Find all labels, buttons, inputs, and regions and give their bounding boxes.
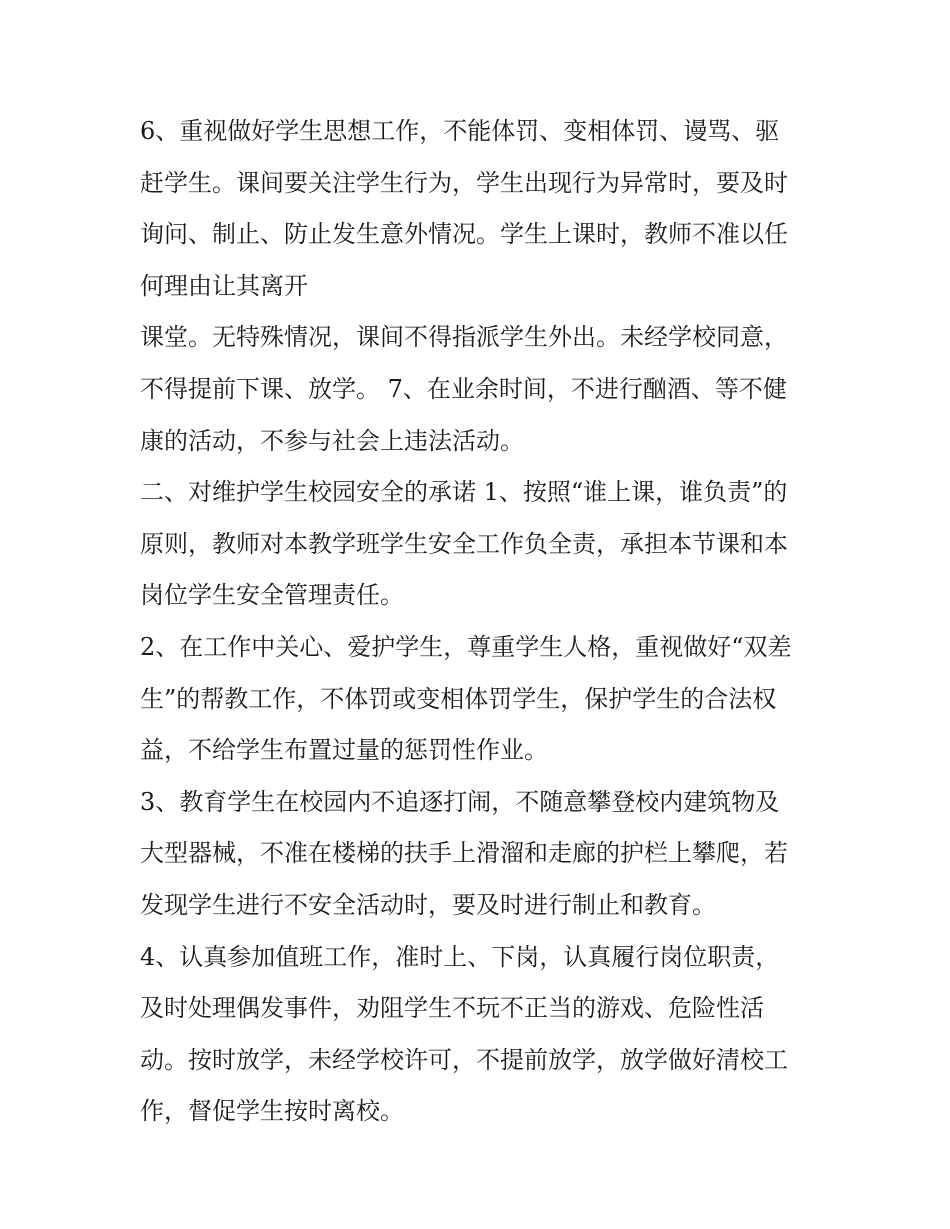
text-line-10: 岗位学生安全管理责任。 xyxy=(140,581,404,610)
text-line-5: 课堂。无特殊情况，课间不得指派学生外出。未经学校同意， xyxy=(140,323,788,352)
text-line-11: 2、在工作中关心、爱护学生，尊重学生人格，重视做好“双差 xyxy=(140,632,792,661)
text-line-7: 康的活动，不参与社会上违法活动。 xyxy=(140,426,524,455)
text-line-1: 6、重视做好学生思想工作，不能体罚、变相体罚、谩骂、驱 xyxy=(140,117,780,145)
text-line-18: 及时处理偶发事件，劝阻学生不玩不正当的游戏、危险性活 xyxy=(140,994,764,1023)
text-line-19: 动。按时放学，未经学校许可，不提前放学，放学做好清校工 xyxy=(140,1045,788,1074)
document-body xyxy=(140,106,820,1138)
text-line-13: 益，不给学生布置过量的惩罚性作业。 xyxy=(140,736,548,765)
text-line-9: 原则，教师对本教学班学生安全工作负全责，承担本节课和本 xyxy=(140,529,788,558)
text-line-14: 3、教育学生在校园内不追逐打闹，不随意攀登校内建筑物及 xyxy=(140,787,780,816)
text-line-8: 二、对维护学生校园安全的承诺 1、按照“谁上课，谁负责”的 xyxy=(140,478,788,507)
text-line-20: 作，督促学生按时离校。 xyxy=(140,1097,404,1126)
text-line-16: 发现学生进行不安全活动时，要及时进行制止和教育。 xyxy=(140,890,716,919)
text-line-12: 生”的帮教工作，不体罚或变相体罚学生，保护学生的合法权 xyxy=(140,684,777,713)
text-line-4: 何理由让其离开 xyxy=(140,271,308,300)
text-line-2: 赶学生。课间要关注学生行为，学生出现行为异常时，要及时 xyxy=(140,168,788,197)
text-line-17: 4、认真参加值班工作，准时上、下岗，认真履行岗位职责， xyxy=(140,942,780,971)
text-line-3: 询问、制止、防止发生意外情况。学生上课时，教师不准以任 xyxy=(140,220,788,249)
text-line-15: 大型器械，不准在楼梯的扶手上滑溜和走廊的护栏上攀爬，若 xyxy=(140,839,788,868)
text-line-6: 不得提前下课、放学。 7、在业余时间，不进行酗酒、等不健 xyxy=(140,374,787,403)
